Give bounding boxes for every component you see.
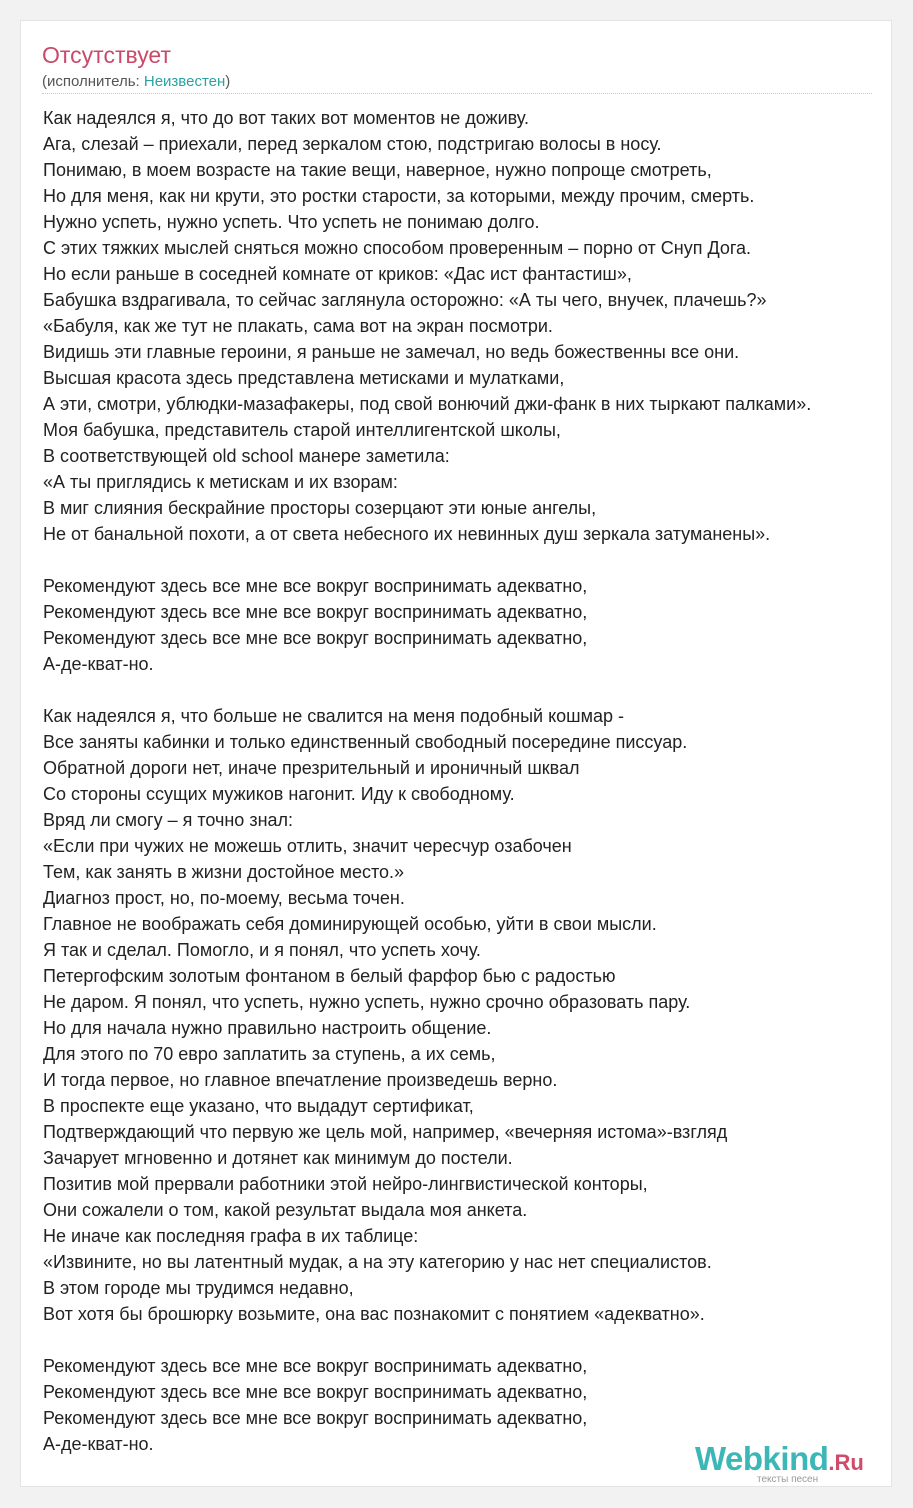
- lyric-line: В соответствующей old school манере заметила:: [43, 446, 450, 466]
- lyric-line: Подтверждающий что первую же цель мой, например, «вечерняя истома»-взгляд: [43, 1122, 728, 1142]
- lyric-line: Позитив мой прервали работники этой нейро-лингвистической конторы,: [43, 1174, 648, 1194]
- meta-prefix: (исполнитель:: [42, 73, 144, 90]
- lyric-line: Со стороны ссущих мужиков нагонит. Иду к свободному.: [43, 784, 515, 804]
- lyric-line: Не даром. Я понял, что успеть, нужно успеть, нужно срочно образовать пару.: [43, 992, 691, 1012]
- lyric-line: Вряд ли смогу – я точно знал:: [43, 810, 294, 830]
- lyric-line: Рекомендуют здесь все мне все вокруг воспринимать адекватно,: [43, 1356, 588, 1376]
- lyric-line: Понимаю, в моем возрасте на такие вещи, наверное, нужно попроще смотреть,: [43, 160, 712, 180]
- lyric-line: Но для меня, как ни крути, это ростки старости, за которыми, между прочим, смерть.: [43, 186, 755, 206]
- lyric-line: Как надеялся я, что до вот таких вот моментов не доживу.: [43, 108, 530, 128]
- lyric-line: Высшая красота здесь представлена метисками и мулатками,: [43, 368, 565, 388]
- lyric-line: А-де-кват-но.: [43, 654, 154, 674]
- lyric-line: А эти, смотри, ублюдки-мазафакеры, под свой вонючий джи-фанк в них тыркают палками».: [43, 394, 812, 414]
- lyric-line: Рекомендуют здесь все мне все вокруг воспринимать адекватно,: [43, 602, 588, 622]
- meta-suffix: ): [225, 73, 231, 90]
- lyric-line: Рекомендуют здесь все мне все вокруг воспринимать адекватно,: [43, 628, 588, 648]
- logo-brand: Webkind: [695, 1440, 829, 1477]
- lyric-line: Главное не воображать себя доминирующей особью, уйти в свои мысли.: [43, 914, 657, 934]
- logo-tld: .Ru: [828, 1450, 864, 1475]
- lyric-line: Тем, как занять в жизни достойное место.»: [43, 862, 405, 882]
- lyric-line: Видишь эти главные героини, я раньше не замечал, но ведь божественны все они.: [43, 342, 740, 362]
- lyric-line: В проспекте еще указано, что выдадут сертификат,: [43, 1096, 474, 1116]
- lyric-line: Они сожалели о том, какой результат выдала моя анкета.: [43, 1200, 528, 1220]
- lyric-line: «Если при чужих не можешь отлить, значит чересчур озабочен: [43, 836, 572, 856]
- lyric-line: Не от банальной похоти, а от света небесного их невинных душ зеркала затуманены».: [43, 524, 771, 544]
- site-logo[interactable]: [695, 1440, 864, 1485]
- lyric-line: Нужно успеть, нужно успеть. Что успеть не понимаю долго.: [43, 212, 540, 232]
- lyric-line: Я так и сделал. Помогло, и я понял, что успеть хочу.: [43, 940, 481, 960]
- lyric-line: Не иначе как последняя графа в их таблице:: [43, 1226, 419, 1246]
- lyric-line: Моя бабушка, представитель старой интеллигентской школы,: [43, 420, 561, 440]
- lyric-line: Для этого по 70 евро заплатить за ступень, а их семь,: [43, 1044, 496, 1064]
- lyric-line: Рекомендуют здесь все мне все вокруг воспринимать адекватно,: [43, 1382, 588, 1402]
- lyric-line: Петергофским золотым фонтаном в белый фарфор бью с радостью: [43, 966, 616, 986]
- lyric-line: «Бабуля, как же тут не плакать, сама вот на экран посмотри.: [43, 316, 553, 336]
- lyric-line: Но для начала нужно правильно настроить общение.: [43, 1018, 492, 1038]
- lyric-line: В этом городе мы трудимся недавно,: [43, 1278, 354, 1298]
- lyric-line: Зачарует мгновенно и дотянет как минимум до постели.: [43, 1148, 513, 1168]
- lyric-line: «А ты приглядись к метискам и их взорам:: [43, 472, 398, 492]
- lyric-line: Ага, слезай – приехали, перед зеркалом стою, подстригаю волосы в носу.: [43, 134, 662, 154]
- logo-tagline: тексты песен: [757, 1474, 819, 1485]
- lyric-line: И тогда первое, но главное впечатление произведешь верно.: [43, 1070, 558, 1090]
- lyric-line: В миг слияния бескрайние просторы созерцают эти юные ангелы,: [43, 498, 597, 518]
- lyric-line: «Извините, но вы латентный мудак, а на эту категорию у нас нет специалистов.: [43, 1252, 712, 1272]
- lyric-line: Все заняты кабинки и только единственный свободный посередине писсуар.: [43, 732, 688, 752]
- lyric-line: [43, 547, 903, 573]
- artist-link[interactable]: Неизвестен: [143, 73, 226, 90]
- lyric-line: С этих тяжких мыслей сняться можно способом проверенным – порно от Снуп Дога.: [43, 238, 752, 258]
- lyric-line: Бабушка вздрагивала, то сейчас заглянула осторожно: «А ты чего, внучек, плачешь?»: [43, 290, 767, 310]
- title-divider: [42, 93, 872, 94]
- lyric-line: [43, 677, 903, 703]
- lyric-line: Рекомендуют здесь все мне все вокруг воспринимать адекватно,: [43, 1408, 588, 1428]
- lyric-line: Диагноз прост, но, по-моему, весьма точен.: [43, 888, 405, 908]
- lyric-line: [43, 1327, 903, 1353]
- lyric-line: Вот хотя бы брошюрку возьмите, она вас познакомит с понятием «адекватно».: [43, 1304, 705, 1324]
- lyric-line: Обратной дороги нет, иначе презрительный и ироничный шквал: [43, 758, 580, 778]
- lyric-line: Рекомендуют здесь все мне все вокруг воспринимать адекватно,: [43, 576, 588, 596]
- lyric-line: Но если раньше в соседней комнате от криков: «Дас ист фантастиш»,: [43, 264, 632, 284]
- lyric-line: А-де-кват-но.: [43, 1434, 154, 1454]
- lyric-line: Как надеялся я, что больше не свалится на меня подобный кошмар -: [43, 706, 625, 726]
- song-meta: [42, 73, 230, 90]
- lyrics-body: [43, 105, 903, 1457]
- song-title: Отсутствует: [42, 42, 171, 68]
